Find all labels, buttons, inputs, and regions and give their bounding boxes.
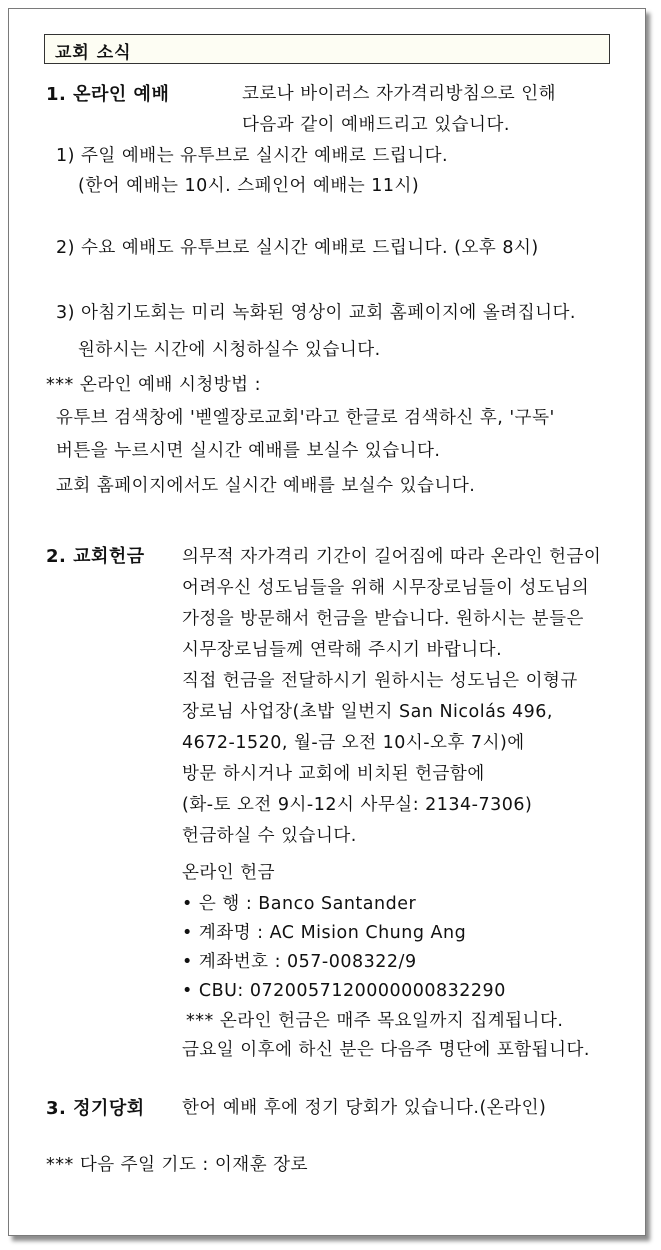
bank-list-item: • 은 행 : Banco Santander	[182, 894, 417, 914]
s2-body-line: 시무장로님들께 연락해 주시기 바랍니다.	[182, 640, 503, 660]
s2-body-line: 가정을 방문해서 헌금을 받습니다. 원하시는 분들은	[182, 609, 584, 629]
s2-body-line: (화-토 오전 9시-12시 사무실: 2134-7306)	[182, 795, 533, 815]
s1-method-line-1: 유투브 검색창에 '벧엘장로교회'라고 한글로 검색하신 후, '구독'	[56, 408, 555, 428]
bank-list-item: • CBU: 0720057120000000832290	[182, 981, 506, 1001]
s1-item1-line-2: (한어 예배는 10시. 스페인어 예배는 11시)	[78, 176, 420, 196]
s1-item3-line-2: 원하시는 시간에 시청하실수 있습니다.	[78, 340, 381, 360]
s2-body-line: 어려우신 성도님들을 위해 시무장로님들이 성도님의	[182, 578, 590, 598]
s2-online-title: 온라인 헌금	[182, 863, 276, 883]
s1-item2: 2) 수요 예배도 유투브로 실시간 예배로 드립니다. (오후 8시)	[56, 238, 539, 258]
s1-heading: 1. 온라인 예배	[46, 84, 170, 105]
s2-body-line: 헌금하실 수 있습니다.	[182, 826, 357, 846]
s1-item1-line-1: 1) 주일 예배는 유투브로 실시간 예배로 드립니다.	[56, 146, 449, 166]
s2-body-line: 방문 하시거나 교회에 비치된 헌금함에	[182, 764, 485, 784]
s3-heading: 3. 정기당회	[46, 1098, 145, 1119]
s3-text: 한어 예배 후에 정기 당회가 있습니다.(온라인)	[182, 1098, 547, 1118]
page-title: 교회 소식	[55, 43, 132, 63]
s2-note-line-2: 금요일 이후에 하신 분은 다음주 명단에 포함됩니다.	[182, 1040, 590, 1060]
s2-body	[182, 542, 601, 852]
s1-intro-line-1: 코로나 바이러스 자가격리방침으로 인해	[242, 84, 557, 104]
s1-method-line-2: 버튼을 누르시면 실시간 예배를 보실수 있습니다.	[56, 441, 441, 461]
s2-note-line-1: *** 온라인 헌금은 매주 목요일까지 집계됩니다.	[186, 1011, 564, 1031]
s1-intro-line-2: 다음과 같이 예배드리고 있습니다.	[242, 115, 510, 135]
section-header-box	[44, 34, 610, 64]
s2-body-line: 장로님 사업장(초밥 일번지 San Nicolás 496,	[182, 702, 553, 722]
s2-body-line: 직접 헌금을 전달하시기 원하시는 성도님은 이형규	[182, 671, 578, 691]
bank-list-item: • 계좌번호 : 057-008322/9	[182, 952, 417, 972]
prayer-note: *** 다음 주일 기도 : 이재훈 장로	[46, 1155, 308, 1175]
s2-body-line: 4672-1520, 월-금 오전 10시-오후 7시)에	[182, 733, 525, 753]
s2-body-line: 의무적 자가격리 기간이 길어짐에 따라 온라인 헌금이	[182, 547, 602, 567]
s2-bank-list	[182, 890, 506, 1006]
s1-method-line-3: 교회 홈페이지에서도 실시간 예배를 보실수 있습니다.	[56, 476, 476, 496]
s1-method-title: *** 온라인 예배 시청방법 :	[46, 375, 262, 395]
bank-list-item: • 계좌명 : AC Mision Chung Ang	[182, 923, 467, 943]
s2-heading: 2. 교회헌금	[46, 546, 145, 567]
s1-item3-line-1: 3) 아침기도회는 미리 녹화된 영상이 교회 홈페이지에 올려집니다.	[56, 303, 576, 323]
